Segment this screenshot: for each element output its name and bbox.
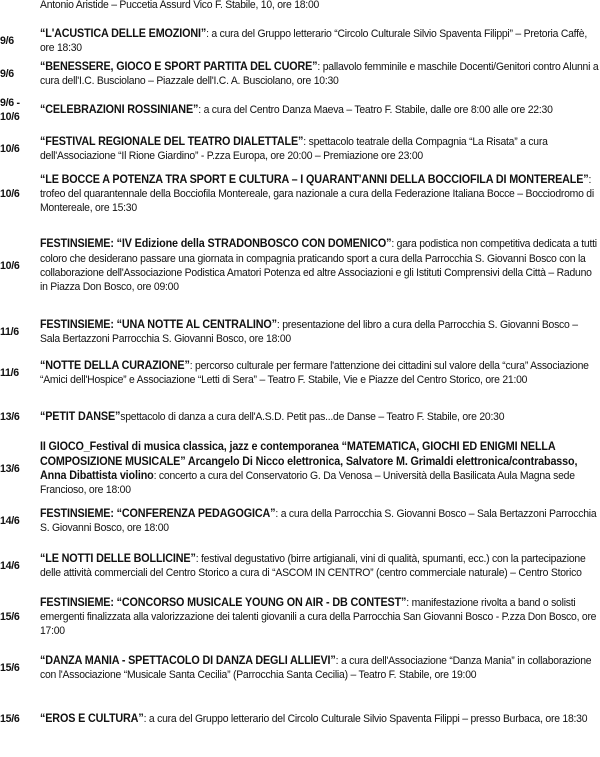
event-title: II GIOCO_Festival di musica classica, jazz e contemporanea “MATEMATICA, GIOCHI ED ENIGMI NELLA COMPOSIZIONE MUSICALE” Arcangelo Di Nicco elettronica, Salvatore M. Grimaldi elettronica/contrabasso, Anna Dibattista violino [39,440,578,482]
event-date: 13/6 [0,462,20,475]
event-entry [0,697,600,741]
event-title: FESTINSIEME: “IV Edizione della STRADONBOSCO CON DOMENICO” [39,237,392,251]
event-entry [0,646,600,690]
event-entry [0,544,600,588]
event-entry [0,59,600,89]
event-date: 10/6 [0,187,20,200]
event-description: : a cura del Centro Danza Maeva – Teatro F. Stabile, dalle ore 8:00 alle ore 22:30 [198,103,553,116]
event-title: “BENESSERE, GIOCO E SPORT PARTITA DEL CUORE” [39,59,318,73]
event-description: : presentazione del libro a cura della Parrocchia S. Giovanni Bosco – Sala Bertazzoni Parrocchia S. Giovanni Bosco, ore 18:00 [39,318,578,345]
event-date: 13/6 [0,410,20,423]
event-title: FESTINSIEME: “CONFERENZA PEDAGOGICA” [39,506,276,520]
event-description: spettacolo di danza a cura dell'A.S.D. Petit pas...de Danse – Teatro F. Stabile, ore 20:30 [120,410,505,423]
event-entry [0,440,600,498]
event-description: : percorso culturale per fermare l'attenzione dei cittadini sul valore della “cura” Associazione “Amici dell'Hospice” e Associazione “Letti di Sera” – Teatro F. Stabile, Vie e Piazze del Centro Storico, ore 21:00 [39,359,589,386]
event-description: : a cura del Gruppo letterario “Circolo Culturale Silvio Spaventa Filippi” – Pretoria Caffè, ore 18:30 [39,27,588,54]
event-entry [0,402,600,432]
event-title: FESTINSIEME: “CONCORSO MUSICALE YOUNG ON AIR - DB CONTEST” [39,595,407,609]
event-date: 14/6 [0,559,20,572]
event-description: : festival degustativo (birre artigianali, vini di qualità, spumanti, ecc.) con la partecipazione delle attività commerciali del Centro Storico a cura di “ASCOM IN CENTRO” (centro commerciale naturale) – Centro Storico [39,552,586,579]
event-description: : concerto a cura del Conservatorio G. Da Venosa – Università della Basilicata Aula Magna sede Francioso, ore 18:00 [39,470,575,497]
event-entry [0,595,600,639]
event-title: “NOTTE DELLA CURAZIONE” [39,358,190,372]
event-title: “EROS E CULTURA” [39,711,144,725]
event-description: : a cura del Gruppo letterario del Circolo Culturale Silvio Spaventa Filippi – presso Burbaca, ore 18:30 [143,712,588,725]
event-entry [0,223,600,309]
event-description: : a cura della Parrocchia S. Giovanni Bosco – Sala Bertazzoni Parrocchia S. Giovanni Bosco, ore 18:00 [39,507,597,534]
event-entry [0,317,600,347]
event-title: “DANZA MANIA - SPETTACOLO DI DANZA DEGLI ALLIEVI” [39,653,336,667]
event-date: 11/6 [0,325,19,338]
event-entry [0,95,600,125]
event-description: Antonio Aristide – Puccetia Assurd Vico F. Stabile, 10, ore 18:00 [39,0,320,11]
event-date: 9/6 [0,67,14,80]
event-date: 15/6 [0,712,20,725]
event-description: : pallavolo femminile e maschile Docenti/Genitori contro Alunni a cura dell'I.C. Busciolano – Piazzale dell'I.C. A. Busciolano, ore 10:30 [39,60,599,87]
event-title: FESTINSIEME: “UNA NOTTE AL CENTRALINO” [39,317,277,331]
event-title: “PETIT DANSE” [39,409,121,423]
event-date: 11/6 [0,366,19,379]
event-title: “LE NOTTI DELLE BOLLICINE” [39,551,196,565]
event-date: 14/6 [0,514,20,527]
event-description: : a cura dell'Associazione “Danza Mania” in collaborazione con l'Associazione “Musicale Santa Cecilia” (Parrocchia Santa Cecilia) – Teatro F. Stabile, ore 19:00 [39,654,592,681]
event-title: “FESTIVAL REGIONALE DEL TEATRO DIALETTALE” [39,134,304,148]
event-entry [0,172,600,216]
event-entry [0,351,600,395]
event-description: : trofeo del quarantennale della Bocciofila Montereale, gara nazionale a cura della Federazione Italiana Bocce – Bocciodromo di Montereale, ore 15:30 [39,173,594,215]
event-entry [0,26,600,56]
event-date: 10/6 [0,259,20,272]
event-title: “LE BOCCE A POTENZA TRA SPORT E CULTURA – I QUARANT'ANNI DELLA BOCCIOFILA DI MONTEREALE” [39,172,589,186]
event-date: 15/6 [0,610,20,623]
event-date: 9/6 [0,34,14,47]
event-entry [0,506,600,536]
event-date: 15/6 [0,661,20,674]
event-description: : manifestazione rivolta a band o solisti emergenti finalizzata alla valorizzazione dei talenti giovanili a cura della Parrocchia San Giovanni Bosco - P.zza Don Bosco, ore 17:00 [39,596,597,638]
event-date: 10/6 [0,142,20,155]
event-date: 9/6 - 10/6 [0,96,20,123]
event-title: “CELEBRAZIONI ROSSINIANE” [39,102,199,116]
event-description: : gara podistica non competitiva dedicata a tutti coloro che desiderano passare una giornata in compagnia praticando sport a cura della Parrocchia S. Giovanni Bosco con la collaborazione dell'Associazione Podistica Amatori Potenza ed altre Associazioni e gli Istituti Comprensivi della Città – Raduno in Piazza Don Bosco, ore 09:00 [39,238,597,294]
event-entry [0,0,600,12]
event-description: : spettacolo teatrale della Compagnia “La Risata” a cura dell'Associazione “Il Rione Giardino” - P.zza Europa, ore 20:00 – Premiazione ore 23:00 [39,135,548,162]
event-entry [0,134,600,164]
event-title: “L'ACUSTICA DELLE EMOZIONI” [39,26,207,40]
